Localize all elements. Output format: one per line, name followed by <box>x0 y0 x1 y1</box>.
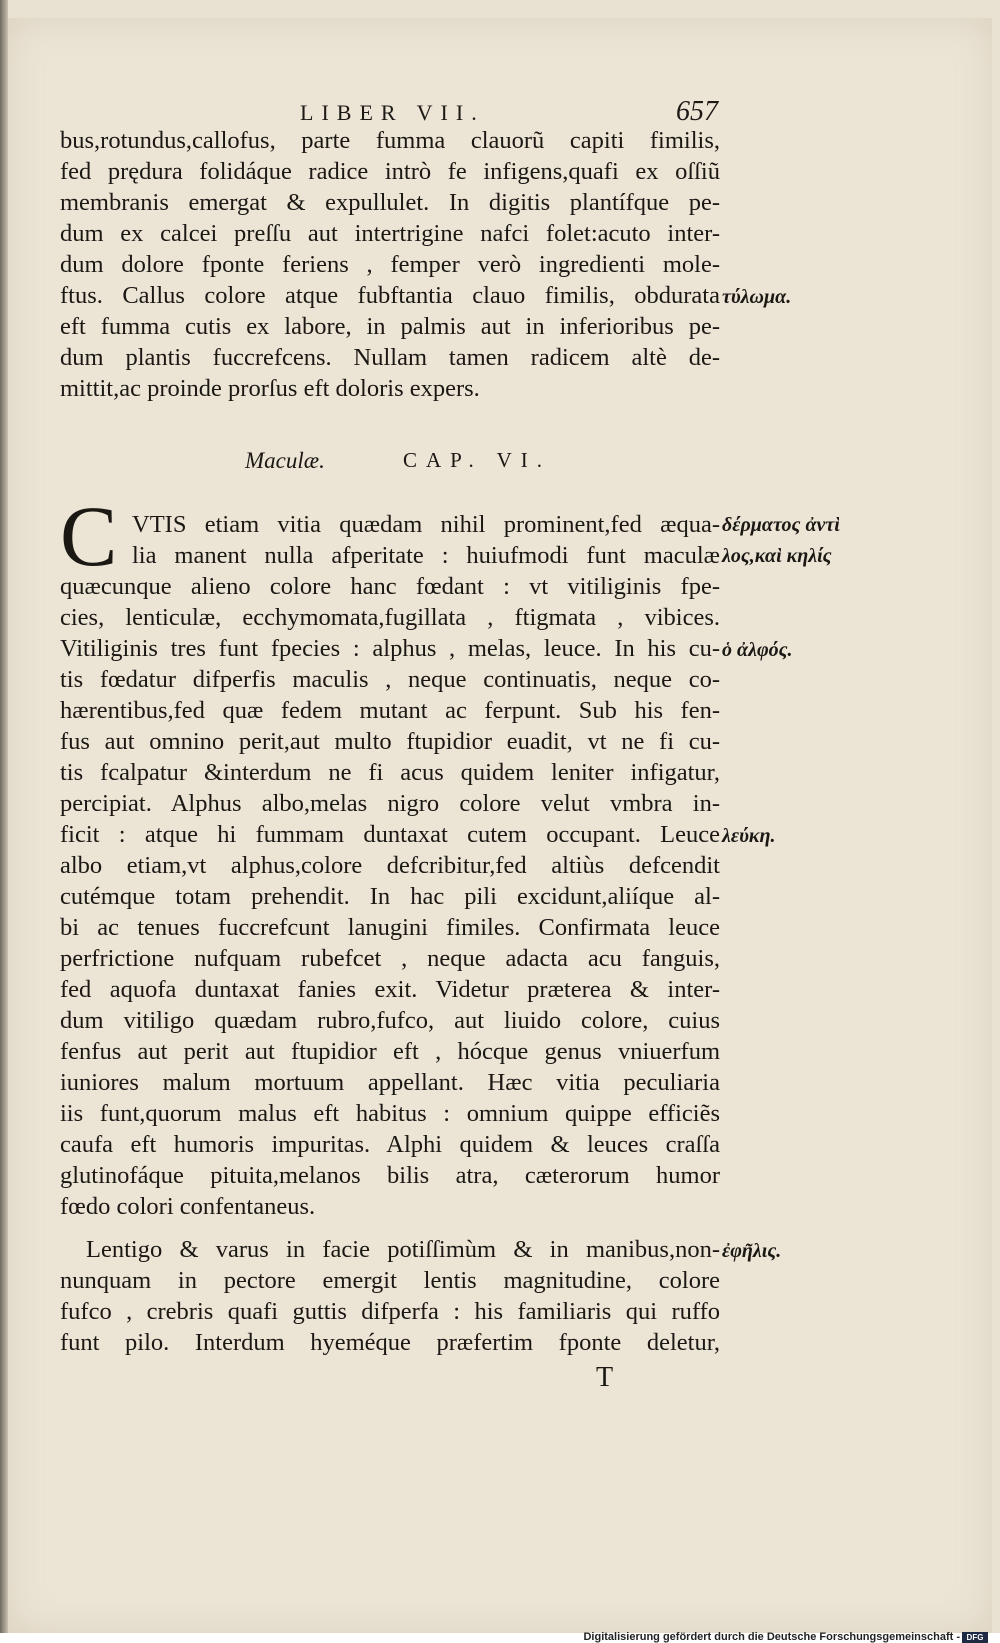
signature-mark: T <box>596 1362 614 1393</box>
text-line: perfrictione nufquam rubefcet , neque adacta acu fanguis, <box>60 945 720 972</box>
margin-note: ἐφῆλις. <box>722 1240 782 1262</box>
text-line: dum ex calcei preſſu aut intertrigine nafci folet:acuto inter- <box>60 220 720 247</box>
text-line: fenfus aut perit aut ftupidior eft , hócque genus vniuerfum <box>60 1038 720 1065</box>
text-line: dum plantis fuccrefcens. Nullam tamen radicem altè de- <box>60 344 720 371</box>
margin-note: ὁ ἀλφός. <box>722 639 793 661</box>
text-line: tis fcalpatur &interdum ne fi acus quidem leniter infigatur, <box>60 759 720 786</box>
text-line: eft fumma cutis ex labore, in palmis aut in inferioribus pe- <box>60 313 720 340</box>
text-line: Vitiliginis tres funt fpecies : alphus , melas, leuce. In his cu- <box>60 635 720 662</box>
text-line: ficit : atque hi fummam duntaxat cutem occupant. Leuce <box>60 821 720 848</box>
chapter-title: Maculæ. <box>245 448 325 473</box>
text-line: dum vitiligo quædam rubro,fufco, aut liuido colore, cuius <box>60 1007 720 1034</box>
text-line: bi ac tenues fuccrefcunt lanugini fimiles. Confirmata leuce <box>60 914 720 941</box>
text-line: lia manent nulla afperitate : huiufmodi funt maculæ <box>132 542 720 569</box>
drop-cap: C <box>60 488 118 584</box>
text-line: membranis emergat & expullulet. In digitis plantífque pe- <box>60 189 720 216</box>
text-line: fœdo colori confentaneus. <box>60 1193 316 1220</box>
text-line: caufa eft humoris impuritas. Alphi quidem & leuces craſſa <box>60 1131 720 1158</box>
funding-notice: Digitalisierung gefördert durch die Deutsche Forschungsgemeinschaft - <box>583 1631 960 1643</box>
text-line: dum dolore fponte feriens , femper verò ingredienti mole- <box>60 251 720 278</box>
book-gutter-edge <box>0 0 8 1633</box>
text-line: fed aquofa duntaxat fanies exit. Videtur præterea & inter- <box>60 976 720 1003</box>
text-line: glutinofáque pituita,melanos bilis atra, cæterorum humor <box>60 1162 720 1189</box>
text-line: Lentigo & varus in facie potiſſimùm & in manibus,non- <box>86 1236 720 1263</box>
margin-note: λεύκη. <box>722 825 776 847</box>
page-number: 657 <box>676 96 718 127</box>
text-line: iis funt,quorum malus eft habitus : omnium quippe efficiẽs <box>60 1100 720 1127</box>
text-line: fus aut omnino perit,aut multo ftupidior euadit, vt ne fi cu- <box>60 728 720 755</box>
text-line: hærentibus,fed quæ fedem mutant ac ferpunt. Sub his fen- <box>60 697 720 724</box>
text-line: cutémque totam prehendit. In hac pili excidunt,aliíque al- <box>60 883 720 910</box>
text-line: nunquam in pectore emergit lentis magnitudine, colore <box>60 1267 720 1294</box>
running-head: LIBER VII. <box>300 100 485 125</box>
text-line: VTIS etiam vitia quædam nihil prominent,fed æqua- <box>132 511 720 538</box>
text-line: tis fœdatur difperfis maculis , neque continuatis, neque co- <box>60 666 720 693</box>
margin-note: τύλωμα. <box>722 286 792 308</box>
chapter-number: CAP. VI. <box>403 448 552 472</box>
text-line: bus,rotundus,callofus, parte fumma clauorũ capiti fimilis, <box>60 127 720 154</box>
text-line: mittit,ac proinde prorſus eft doloris expers. <box>60 375 480 402</box>
text-line: percipiat. Alphus albo,melas nigro colore velut vmbra in- <box>60 790 720 817</box>
text-line: albo etiam,vt alphus,colore defcribitur,fed altiùs defcendit <box>60 852 720 879</box>
text-line: ftus. Callus colore atque fubftantia clauo fimilis, obdurata <box>60 282 720 309</box>
margin-note: λος,καὶ κηλίς <box>722 545 832 567</box>
dfg-logo: DFG <box>962 1632 988 1643</box>
text-line: cies, lenticulæ, ecchymomata,fugillata , ftigmata , vibices. <box>60 604 720 631</box>
text-line: fed prędura folidáque radice intrò fe infigens,quafi ex oſſiũ <box>60 158 720 185</box>
text-line: fufco , crebris quafi guttis difperfa : his familiaris qui ruffo <box>60 1298 720 1325</box>
text-line: iuniores malum mortuum appellant. Hæc vitia peculiaria <box>60 1069 720 1096</box>
text-line: quæcunque alieno colore hanc fœdant : vt vitiliginis fpe- <box>60 573 720 600</box>
margin-note: δέρματος ἀντὶ <box>722 514 840 536</box>
text-line: funt pilo. Interdum hyeméque præfertim fponte deletur, <box>60 1329 720 1356</box>
